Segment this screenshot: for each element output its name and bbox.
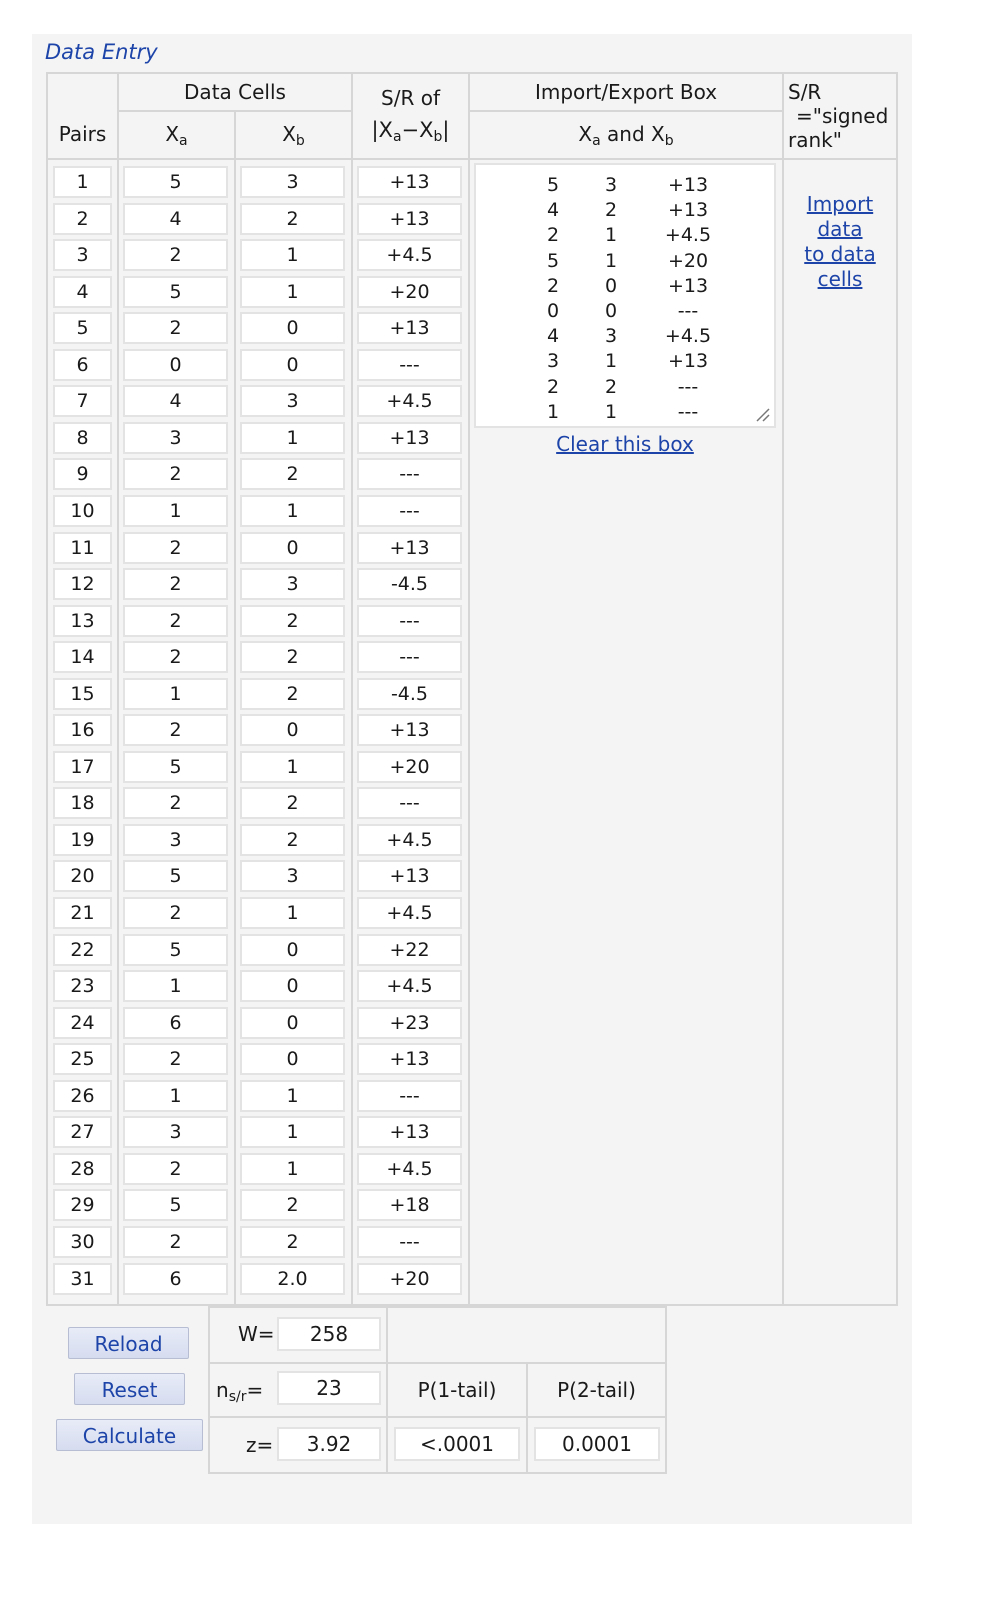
xb-input[interactable]: 2 (240, 1189, 345, 1221)
pair-number-cell: 18 (53, 787, 112, 819)
pair-number-cell: 14 (53, 641, 112, 673)
signed-rank-cell: +13 (357, 1043, 462, 1075)
xb-input[interactable]: 3 (240, 385, 345, 417)
xb-input[interactable]: 0 (240, 970, 345, 1002)
pair-number-cell: 17 (53, 751, 112, 783)
w-value: 258 (277, 1317, 381, 1351)
xa-input[interactable]: 2 (123, 714, 228, 746)
signed-rank-cell: +20 (357, 1263, 462, 1295)
pair-number-cell: 22 (53, 934, 112, 966)
p2-label: P(2-tail) (557, 1378, 636, 1402)
xb-input[interactable]: 2.0 (240, 1263, 345, 1295)
signed-rank-cell: +13 (357, 312, 462, 344)
xa-input[interactable]: 2 (123, 1153, 228, 1185)
xb-input[interactable]: 1 (240, 897, 345, 929)
import-export-value: +13 (667, 174, 709, 196)
import-export-line (476, 299, 774, 324)
xa-input[interactable]: 2 (123, 239, 228, 271)
import-export-value: 3 (604, 325, 618, 348)
import-export-value: +4.5 (664, 325, 712, 348)
import-export-value: --- (677, 375, 699, 398)
signed-rank-cell: -4.5 (357, 568, 462, 600)
xa-header: $X_a$ (165, 122, 188, 149)
xa-input[interactable]: 2 (123, 1043, 228, 1075)
pairs-header: Pairs (58, 122, 107, 146)
calculate-button[interactable]: Calculate (56, 1419, 203, 1451)
xa-input[interactable]: 2 (123, 897, 228, 929)
pair-number-cell: 28 (53, 1153, 112, 1185)
pair-number-cell: 23 (53, 970, 112, 1002)
import-export-value: 4 (546, 199, 560, 222)
pair-number-cell: 5 (53, 312, 112, 344)
pair-number-cell: 15 (53, 678, 112, 710)
xa-input[interactable]: 3 (123, 1116, 228, 1148)
signed-rank-cell: +4.5 (357, 824, 462, 856)
signed-rank-cell: --- (357, 641, 462, 673)
import-export-value: 1 (546, 400, 560, 423)
import-export-value: 1 (604, 350, 618, 373)
pair-number-cell: 9 (53, 458, 112, 490)
pair-number-cell: 24 (53, 1007, 112, 1039)
import-export-value: +13 (667, 274, 709, 297)
pair-number-cell: 12 (53, 568, 112, 600)
xb-input[interactable]: 1 (240, 239, 345, 271)
pair-number-cell: 25 (53, 1043, 112, 1075)
xa-input[interactable]: 6 (123, 1007, 228, 1039)
xb-input[interactable]: 3 (240, 568, 345, 600)
xa-input[interactable]: 1 (123, 678, 228, 710)
pair-number-cell: 3 (53, 239, 112, 271)
pair-number-cell: 13 (53, 605, 112, 637)
p1-value: <.0001 (394, 1427, 520, 1461)
section-title: Data Entry (45, 40, 158, 64)
sr-of-header: S/R of (381, 86, 440, 110)
pair-number-cell: 26 (53, 1080, 112, 1112)
signed-rank-cell: -4.5 (357, 678, 462, 710)
pair-number-cell: 1 (53, 166, 112, 198)
pair-number-cell: 27 (53, 1116, 112, 1148)
xa-input[interactable]: 2 (123, 568, 228, 600)
import-export-value: 3 (546, 350, 560, 373)
xa-input[interactable]: 2 (123, 1226, 228, 1258)
pair-number-cell: 29 (53, 1189, 112, 1221)
pair-number-cell: 6 (53, 349, 112, 381)
xb-input[interactable]: 2 (240, 678, 345, 710)
xb-input[interactable]: 2 (240, 203, 345, 235)
xb-input[interactable]: 2 (240, 605, 345, 637)
xa-input[interactable]: 4 (123, 385, 228, 417)
xb-input[interactable]: 1 (240, 1153, 345, 1185)
pair-number-cell: 20 (53, 860, 112, 892)
xb-input[interactable]: 0 (240, 349, 345, 381)
xb-input[interactable]: 3 (240, 860, 345, 892)
signed-rank-cell: +4.5 (357, 897, 462, 929)
import-export-value: 1 (604, 249, 618, 272)
xb-input[interactable]: 1 (240, 1116, 345, 1148)
row-divider (210, 1362, 665, 1364)
xa-input[interactable]: 5 (123, 751, 228, 783)
import-export-line (476, 324, 774, 349)
signed-rank-cell: +4.5 (357, 1153, 462, 1185)
signed-rank-cell: +13 (357, 203, 462, 235)
xa-input[interactable]: 5 (123, 276, 228, 308)
xb-input[interactable]: 2 (240, 458, 345, 490)
row-divider (210, 1416, 665, 1418)
xb-input[interactable]: 0 (240, 312, 345, 344)
xa-input[interactable]: 2 (123, 312, 228, 344)
xa-input[interactable]: 2 (123, 641, 228, 673)
col-divider (351, 74, 353, 1304)
import-export-value: 0 (604, 300, 618, 322)
xa-input[interactable]: 1 (123, 970, 228, 1002)
xb-input[interactable]: 1 (240, 276, 345, 308)
signed-rank-cell: +18 (357, 1189, 462, 1221)
import-export-line (476, 400, 774, 425)
xa-input[interactable]: 2 (123, 532, 228, 564)
xb-input[interactable]: 0 (240, 1043, 345, 1075)
import-export-line (476, 274, 774, 299)
signed-rank-cell: --- (357, 495, 462, 527)
xb-input[interactable]: 1 (240, 751, 345, 783)
abs-diff-header: $|X_a-X_b|$ (371, 118, 450, 145)
pair-number-cell: 10 (53, 495, 112, 527)
n-label: $n_{s/r}=$ (216, 1378, 264, 1405)
import-export-value: 1 (604, 224, 618, 247)
import-export-value: 5 (546, 249, 560, 272)
xb-input[interactable]: 2 (240, 1226, 345, 1258)
import-export-line (476, 375, 774, 400)
import-export-header: Import/Export Box (534, 80, 718, 104)
xa-input[interactable]: 6 (123, 1263, 228, 1295)
w-label: W= (238, 1322, 275, 1346)
import-export-line (476, 173, 774, 198)
signed-rank-cell: +13 (357, 860, 462, 892)
import-export-value: +4.5 (664, 224, 712, 247)
xa-input[interactable]: 2 (123, 787, 228, 819)
xa-input[interactable]: 2 (123, 605, 228, 637)
import-export-value: +13 (667, 199, 709, 222)
pair-number-cell: 7 (53, 385, 112, 417)
signed-rank-cell: +13 (357, 422, 462, 454)
pair-number-cell: 30 (53, 1226, 112, 1258)
z-value: 3.92 (277, 1427, 381, 1461)
signed-rank-cell: --- (357, 349, 462, 381)
import-export-value: 1 (604, 400, 618, 423)
xa-input[interactable]: 1 (123, 1080, 228, 1112)
signed-rank-cell: +23 (357, 1007, 462, 1039)
xb-input[interactable]: 0 (240, 1007, 345, 1039)
import-export-value: 2 (546, 274, 560, 297)
import-export-line (476, 249, 774, 274)
xa-input[interactable]: 2 (123, 458, 228, 490)
n-value: 23 (277, 1371, 381, 1405)
import-export-line (476, 198, 774, 223)
xb-input[interactable]: 0 (240, 934, 345, 966)
signed-rank-cell: +13 (357, 532, 462, 564)
row-divider (117, 110, 351, 112)
xa-input[interactable]: 4 (123, 203, 228, 235)
xb-header: $X_b$ (282, 122, 305, 149)
col-divider (468, 74, 470, 1304)
signed-rank-cell: +4.5 (357, 970, 462, 1002)
signed-rank-cell: +4.5 (357, 239, 462, 271)
import-export-value: +20 (667, 249, 709, 272)
signed-rank-cell: --- (357, 605, 462, 637)
signed-rank-cell: +20 (357, 276, 462, 308)
xb-input[interactable]: 1 (240, 422, 345, 454)
reset-button[interactable]: Reset (74, 1373, 185, 1405)
import-export-value: +13 (667, 350, 709, 373)
xa-input[interactable]: 3 (123, 824, 228, 856)
xb-input[interactable]: 2 (240, 824, 345, 856)
xb-input[interactable]: 1 (240, 495, 345, 527)
signed-rank-cell: +22 (357, 934, 462, 966)
results-table (208, 1306, 667, 1474)
xa-input[interactable]: 5 (123, 1189, 228, 1221)
col-divider (117, 74, 119, 1304)
xb-input[interactable]: 3 (240, 166, 345, 198)
xa-input[interactable]: 3 (123, 422, 228, 454)
xb-input[interactable]: 0 (240, 532, 345, 564)
signed-rank-cell: +13 (357, 714, 462, 746)
import-export-value: --- (677, 400, 699, 423)
xa-input[interactable]: 1 (123, 495, 228, 527)
import-export-value: 0 (546, 300, 560, 322)
import-export-value: 4 (546, 325, 560, 348)
xa-input[interactable]: 0 (123, 349, 228, 381)
signed-rank-cell: --- (357, 1080, 462, 1112)
import-export-value: 2 (604, 199, 618, 222)
import-export-value: --- (677, 300, 699, 322)
pair-number-cell: 21 (53, 897, 112, 929)
import-export-value: 2 (546, 375, 560, 398)
pair-number-cell: 2 (53, 203, 112, 235)
p1-label: P(1-tail) (417, 1378, 497, 1402)
pair-number-cell: 4 (53, 276, 112, 308)
xb-input[interactable]: 1 (240, 1080, 345, 1112)
import-export-value: 2 (604, 375, 618, 398)
xb-input[interactable]: 2 (240, 641, 345, 673)
import-export-line (476, 223, 774, 248)
resize-handle-icon[interactable] (754, 406, 770, 422)
reload-button[interactable]: Reload (68, 1327, 189, 1359)
row-divider (468, 110, 782, 112)
p2-value: 0.0001 (534, 1427, 660, 1461)
pair-number-cell: 8 (53, 422, 112, 454)
signed-rank-cell: +20 (357, 751, 462, 783)
data-cells-header: Data Cells (184, 80, 286, 104)
col-divider (782, 74, 784, 1304)
xa-input[interactable]: 5 (123, 934, 228, 966)
sr-note: S/R ="signed rank" (788, 80, 889, 152)
import-export-value: 0 (604, 274, 618, 297)
xa-input[interactable]: 5 (123, 860, 228, 892)
xb-input[interactable]: 0 (240, 714, 345, 746)
xb-input[interactable]: 2 (240, 787, 345, 819)
pair-number-cell: 31 (53, 1263, 112, 1295)
xa-input[interactable]: 5 (123, 166, 228, 198)
clear-box-link[interactable]: Clear this box (556, 432, 694, 456)
import-data-link[interactable]: Import data to data cells (804, 192, 876, 291)
xa-and-xb-header: $X_a$ and $X_b$ (578, 122, 674, 149)
pair-number-cell: 11 (53, 532, 112, 564)
import-export-value: 5 (546, 174, 560, 196)
import-export-value: 2 (546, 224, 560, 247)
signed-rank-cell: --- (357, 1226, 462, 1258)
signed-rank-cell: +13 (357, 1116, 462, 1148)
import-export-value: 3 (604, 174, 618, 196)
signed-rank-cell: +4.5 (357, 385, 462, 417)
import-export-textarea[interactable] (474, 163, 776, 428)
signed-rank-cell: +13 (357, 166, 462, 198)
header-divider (48, 158, 896, 160)
z-label: z= (246, 1433, 274, 1457)
signed-rank-cell: --- (357, 458, 462, 490)
pair-number-cell: 16 (53, 714, 112, 746)
signed-rank-cell: --- (357, 787, 462, 819)
import-export-line (476, 349, 774, 374)
pair-number-cell: 19 (53, 824, 112, 856)
col-divider (234, 110, 236, 1304)
